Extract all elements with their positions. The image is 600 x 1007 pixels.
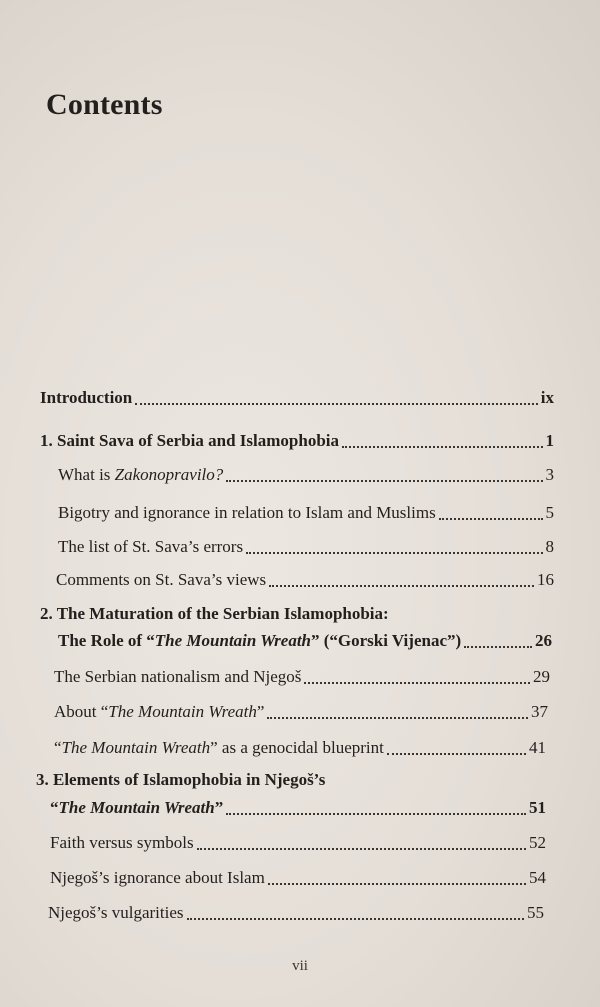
dot-leader <box>464 646 532 648</box>
toc-entry-page: 5 <box>545 503 554 522</box>
toc-entry-page: 51 <box>529 798 546 817</box>
dot-leader <box>135 403 538 405</box>
toc-entry-page: 55 <box>527 903 544 922</box>
toc-entry-chapter-3[interactable] <box>50 798 546 818</box>
toc-entry-label: Njegoš’s vulgarities <box>48 903 184 922</box>
dot-leader <box>187 918 524 920</box>
toc-entry-page: 3 <box>545 465 554 484</box>
toc-entry-label: Faith versus symbols <box>50 833 194 852</box>
dot-leader <box>226 480 542 482</box>
toc-entry-label: Bigotry and ignorance in relation to Islam and Muslims <box>58 503 436 522</box>
dot-leader <box>304 682 530 684</box>
toc-entry-ignorance[interactable] <box>50 868 546 888</box>
dot-leader <box>226 813 526 815</box>
dot-leader <box>197 848 526 850</box>
toc-entry-page: 54 <box>529 868 546 887</box>
toc-entry-page: 41 <box>529 738 546 757</box>
toc-entry-page: 26 <box>535 631 552 650</box>
toc-entry-blueprint[interactable] <box>54 738 546 758</box>
toc-entry-introduction[interactable] <box>40 388 554 408</box>
toc-entry-comments[interactable] <box>56 570 554 590</box>
dot-leader <box>267 717 528 719</box>
dot-leader <box>387 753 526 755</box>
toc-entry-chapter-1[interactable] <box>40 431 554 451</box>
toc-entry-chapter-2-line1: 2. The Maturation of the Serbian Islamophobia: <box>40 604 389 623</box>
toc-entry-label: About “The Mountain Wreath” <box>54 702 265 721</box>
toc-entry-page: 1 <box>545 431 554 450</box>
toc-entry-bigotry[interactable] <box>58 503 554 523</box>
toc-entry-about-wreath[interactable] <box>54 702 548 722</box>
dot-leader <box>342 446 543 448</box>
toc-entry-label: The Role of “The Mountain Wreath” (“Gorski Vijenac”) <box>58 631 462 650</box>
dot-leader <box>246 552 542 554</box>
toc-entry-page: ix <box>540 388 554 407</box>
toc-entry-chapter-3-line1: 3. Elements of Islamophobia in Njegoš’s <box>36 770 326 789</box>
toc-entry-label: Njegoš’s ignorance about Islam <box>50 868 265 887</box>
toc-entry-label: Introduction <box>40 388 133 407</box>
dot-leader <box>439 518 543 520</box>
toc-entry-label: What is Zakonopravilo? <box>58 465 224 484</box>
toc-entry-label: The Serbian nationalism and Njegoš <box>54 667 302 686</box>
toc-entry-errors[interactable] <box>58 537 554 557</box>
dot-leader <box>269 585 534 587</box>
toc-entry-label: 1. Saint Sava of Serbia and Islamophobia <box>40 431 339 450</box>
toc-entry-label: The list of St. Sava’s errors <box>58 537 244 556</box>
page-number: vii <box>292 958 308 974</box>
toc-entry-page: 8 <box>545 537 554 556</box>
toc-entry-label: “The Mountain Wreath” <box>50 798 224 817</box>
page-title: Contents <box>46 88 163 121</box>
toc-entry-nationalism[interactable] <box>54 667 550 687</box>
toc-entry-label: Comments on St. Sava’s views <box>56 570 267 589</box>
toc-entry-chapter-2[interactable] <box>58 631 552 651</box>
toc-entry-page: 37 <box>531 702 548 721</box>
toc-entry-faith-symbols[interactable] <box>50 833 546 853</box>
toc-entry-vulgarities[interactable] <box>48 903 544 923</box>
toc-entry-zakonopravilo[interactable] <box>58 465 554 485</box>
toc-entry-label: “The Mountain Wreath” as a genocidal blueprint <box>54 738 384 757</box>
toc-entry-page: 29 <box>533 667 550 686</box>
toc-entry-page: 16 <box>537 570 554 589</box>
dot-leader <box>268 883 526 885</box>
toc-entry-page: 52 <box>529 833 546 852</box>
